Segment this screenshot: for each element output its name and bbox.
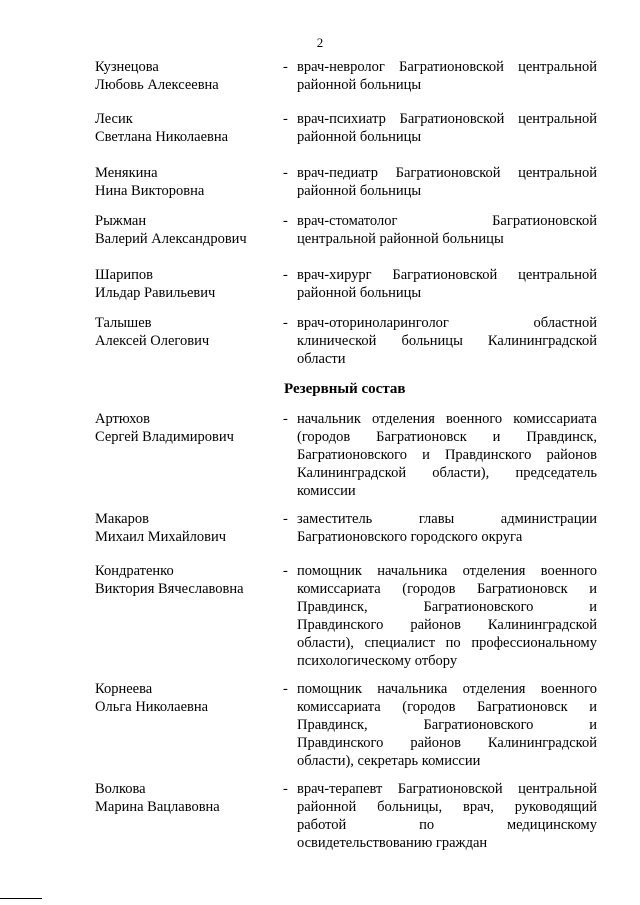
position-line: районной больницы, врач, руководящий	[297, 799, 597, 815]
position-line: врач-психиатр Багратионовской центральной	[297, 111, 597, 127]
member-name	[95, 110, 275, 146]
position-line: комиссии	[297, 483, 356, 499]
position-line: области), секретарь комиссии	[297, 753, 481, 769]
given-names: Ильдар Равильевич	[95, 285, 216, 301]
position-line: работой по медицинскому	[297, 817, 597, 833]
dash-separator: -	[283, 165, 288, 181]
member-name	[95, 410, 275, 446]
position-line: врач-стоматолог Багратионовской	[297, 213, 597, 229]
position-line: Багратионовского городского округа	[297, 529, 523, 545]
surname: Талышев	[95, 315, 152, 331]
member-position	[297, 58, 597, 94]
position-line: области	[297, 351, 346, 367]
given-names: Виктория Вячеславовна	[95, 581, 244, 597]
member-position	[297, 410, 597, 500]
member-name	[95, 562, 275, 598]
member-position	[297, 212, 597, 248]
position-line: помощник начальника отделения военного	[297, 563, 597, 579]
position-line: врач-оториноларинголог областной	[297, 315, 597, 331]
dash-separator: -	[283, 111, 288, 127]
position-line: клинической больницы Калининградской	[297, 333, 597, 349]
dash-separator: -	[283, 315, 288, 331]
position-line: (городов Багратионовск и Правдинск,	[297, 429, 597, 445]
position-line: районной больницы	[297, 77, 422, 93]
dash-separator: -	[283, 411, 288, 427]
dash-separator: -	[283, 681, 288, 697]
member-name	[95, 780, 275, 816]
surname: Макаров	[95, 511, 149, 527]
position-line: освидетельствованию граждан	[297, 835, 488, 851]
member-position	[297, 780, 597, 852]
position-line: психологическому отбору	[297, 653, 458, 669]
section-title-reserve: Резервный состав	[284, 381, 406, 397]
member-name	[95, 680, 275, 716]
dash-separator: -	[283, 213, 288, 229]
position-line: врач-хирург Багратионовской центральной	[297, 267, 597, 283]
dash-separator: -	[283, 59, 288, 75]
position-line: начальник отделения военного комиссариата	[297, 411, 597, 427]
position-line: Правдинского районов Калининградской	[297, 735, 597, 751]
given-names: Нина Викторовна	[95, 183, 205, 199]
surname: Корнеева	[95, 681, 153, 697]
given-names: Ольга Николаевна	[95, 699, 209, 715]
given-names: Марина Вацлавовна	[95, 799, 220, 815]
position-line: области), специалист по профессиональному	[297, 635, 597, 651]
dash-separator: -	[283, 781, 288, 797]
member-position	[297, 562, 597, 670]
page-number: 2	[316, 35, 324, 50]
dash-separator: -	[283, 267, 288, 283]
given-names: Михаил Михайлович	[95, 529, 227, 545]
surname: Лесик	[95, 111, 133, 127]
position-line: врач-педиатр Багратионовской центральной	[297, 165, 597, 181]
given-names: Валерий Александрович	[95, 231, 247, 247]
given-names: Светлана Николаевна	[95, 129, 229, 145]
position-line: помощник начальника отделения военного	[297, 681, 597, 697]
position-line: комиссариата (городов Багратионовск и	[297, 581, 597, 597]
footer-rule	[0, 898, 42, 899]
position-line: Калининградской области), председатель	[297, 465, 597, 481]
member-position	[297, 266, 597, 302]
position-line: заместитель главы администрации	[297, 511, 597, 527]
member-position	[297, 314, 597, 368]
member-name	[95, 510, 275, 546]
given-names: Алексей Олегович	[95, 333, 210, 349]
member-position	[297, 510, 597, 546]
member-name	[95, 164, 275, 200]
position-line: врач-невролог Багратионовской центральной	[297, 59, 597, 75]
position-line: врач-терапевт Багратионовской центральной	[297, 781, 597, 797]
surname: Рыжман	[95, 213, 147, 229]
surname: Кузнецова	[95, 59, 159, 75]
position-line: районной больницы	[297, 129, 422, 145]
position-line: Правдинск, Багратионовского и	[297, 599, 597, 615]
member-position	[297, 110, 597, 146]
surname: Менякина	[95, 165, 158, 181]
position-line: комиссариата (городов Багратионовск и	[297, 699, 597, 715]
position-line: районной больницы	[297, 183, 422, 199]
position-line: центральной районной больницы	[297, 231, 504, 247]
member-name	[95, 212, 275, 248]
member-position	[297, 680, 597, 770]
dash-separator: -	[283, 511, 288, 527]
dash-separator: -	[283, 563, 288, 579]
position-line: Багратионовского и Правдинского районов	[297, 447, 597, 463]
member-name	[95, 58, 275, 94]
position-line: районной больницы	[297, 285, 422, 301]
given-names: Любовь Алексеевна	[95, 77, 219, 93]
surname: Артюхов	[95, 411, 150, 427]
position-line: Правдинск, Багратионовского и	[297, 717, 597, 733]
surname: Волкова	[95, 781, 146, 797]
surname: Шарипов	[95, 267, 153, 283]
surname: Кондратенко	[95, 563, 174, 579]
member-name	[95, 314, 275, 350]
member-name	[95, 266, 275, 302]
member-position	[297, 164, 597, 200]
position-line: Правдинского районов Калининградской	[297, 617, 597, 633]
given-names: Сергей Владимирович	[95, 429, 234, 445]
